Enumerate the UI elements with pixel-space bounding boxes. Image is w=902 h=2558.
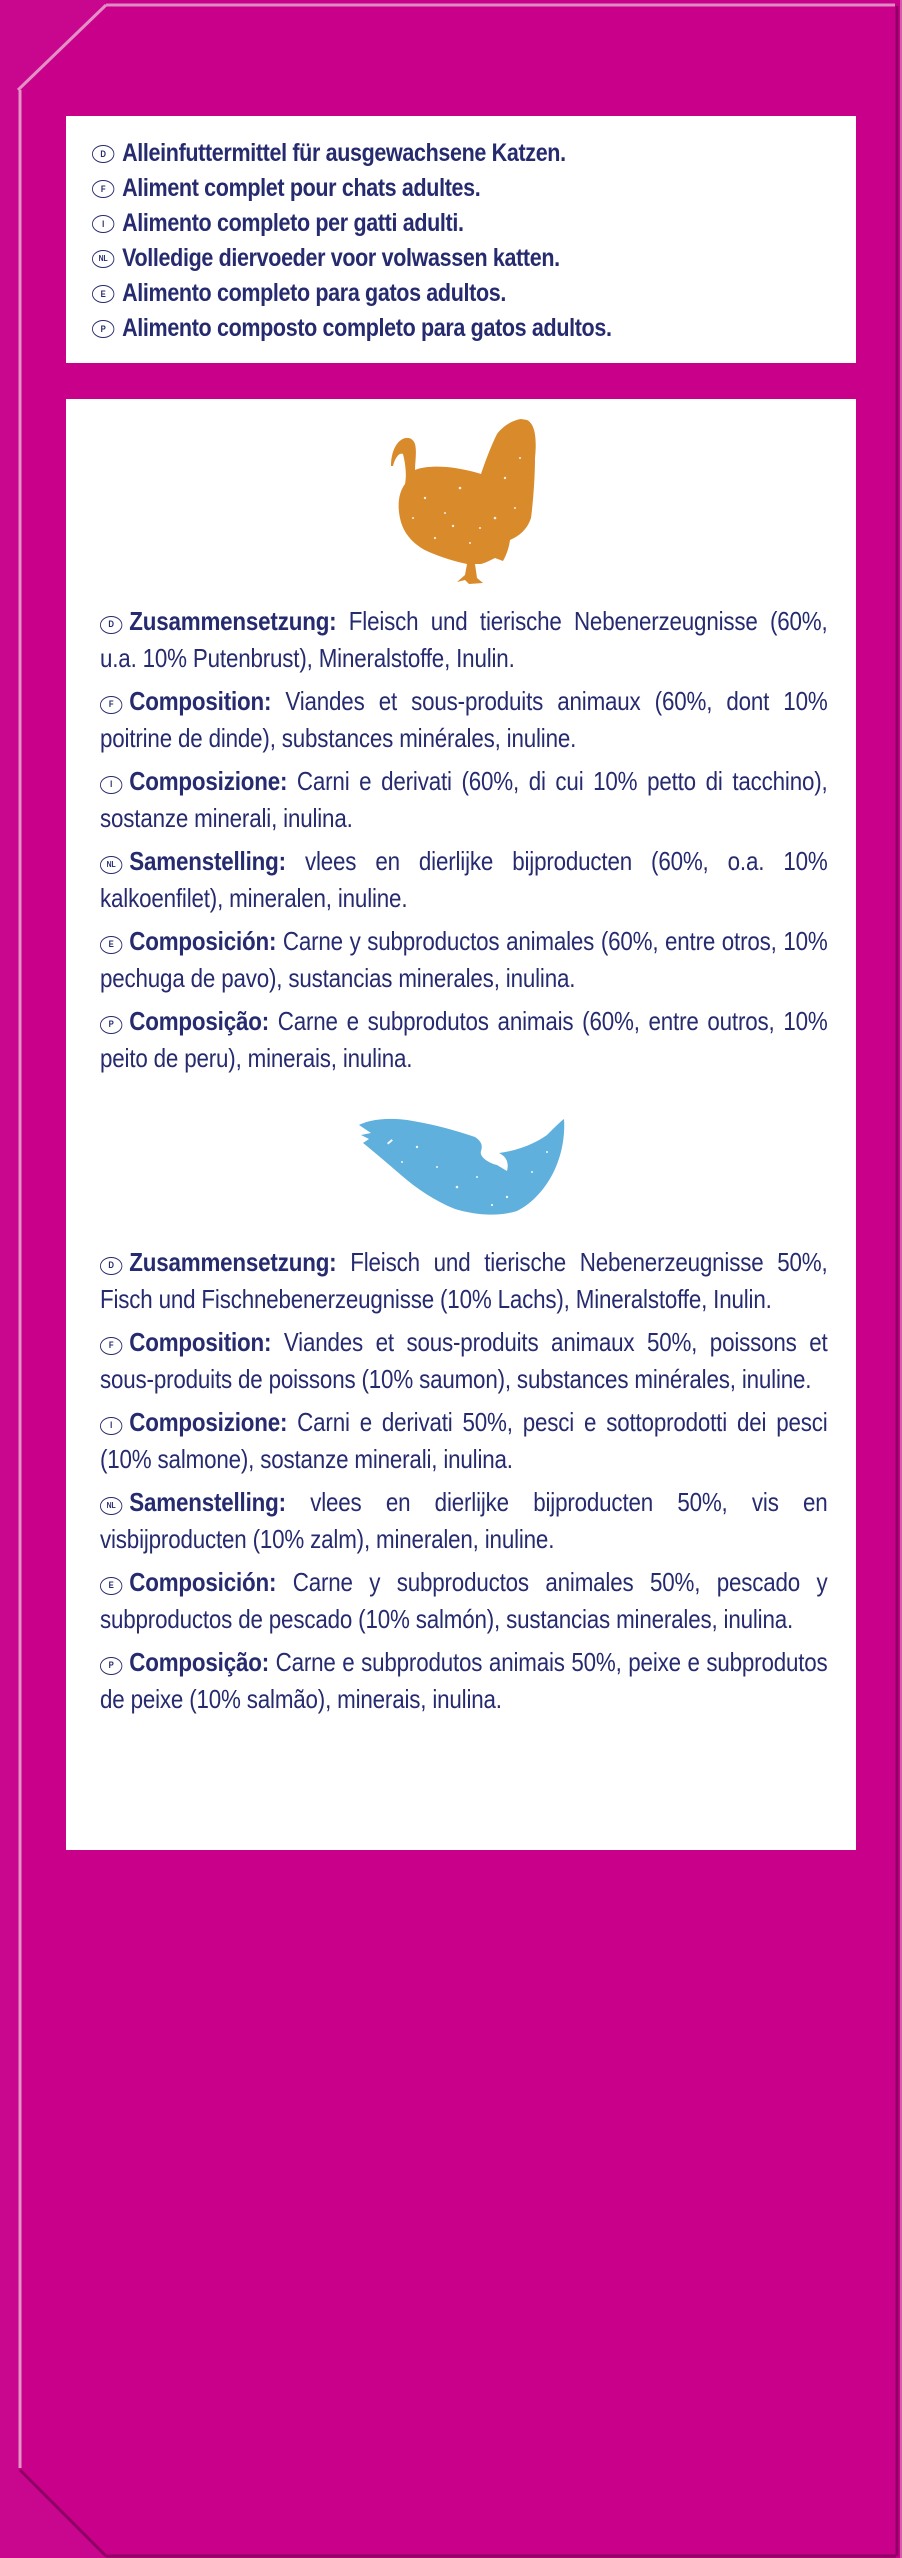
claim-box [66,116,856,363]
language-badge-icon: P [92,320,114,338]
composition-text: vlees en dierlijke bijproducten (60%, o.a. 10% kalkoenfilet), mineralen, inuline. [100,846,828,913]
composition-label: Zusammensetzung: [129,1247,337,1277]
composition-label: Composition: [129,686,272,716]
claim-line-es [92,276,612,311]
composition-fr [100,1324,828,1398]
composition-text: Carni e derivati (60%, di cui 10% petto di tacchino), sostanze minerali, inulina. [100,766,828,833]
composition-label: Composição: [129,1647,269,1677]
language-badge-icon: F [100,1337,122,1355]
composition-text: vlees en dierlijke bijproducten 50%, vis en visbijproducten (10% zalm), mineralen, inuline. [100,1487,828,1554]
composition-nl [100,843,828,917]
composition-label: Zusammensetzung: [129,606,337,636]
language-badge-icon: E [100,1577,122,1595]
composition-text: Carne e subprodutos animais 50%, peixe e subprodutos de peixe (10% salmão), minerais, inulina. [100,1647,828,1714]
claim-line-de [92,136,612,171]
composition-de [100,1244,828,1318]
language-badge-icon: D [100,616,122,634]
language-badge-icon: E [92,285,114,303]
language-badge-icon: F [92,180,114,198]
claim-line-fr [92,171,612,206]
composition-es [100,1564,828,1638]
composition-text: Viandes et sous-produits animaux 50%, poissons et sous-produits de poissons (10% saumon), substances minérales, inuline. [100,1327,828,1394]
claims-list [92,136,696,346]
turkey-icon [385,418,537,585]
composition-pt [100,1003,828,1077]
fish-icon [357,1117,565,1217]
claim-text: Alimento completo per gatti adulti. [122,209,464,237]
language-badge-icon: E [100,936,122,954]
composition-label: Composição: [129,1006,269,1036]
composition-nl [100,1484,828,1558]
claim-line-nl [92,241,612,276]
composition-es [100,923,828,997]
language-badge-icon: I [92,215,114,233]
composition-label: Composizione: [129,766,288,796]
composition-text: Carne y subproductos animales (60%, entre otros, 10% pechuga de pavo), sustancias minerales, inulina. [100,926,828,993]
composition-it [100,1404,828,1478]
composition-text: Carne y subproductos animales 50%, pescado y subproductos de pescado (10% salmón), sustancias minerales, inulina. [100,1567,828,1634]
composition-text: Fleisch und tierische Nebenerzeugnisse (60%, u.a. 10% Putenbrust), Mineralstoffe, Inulin. [100,606,828,673]
language-badge-icon: I [100,1417,122,1435]
composition-label: Composición: [129,1567,277,1597]
composition-text: Fleisch und tierische Nebenerzeugnisse 50%, Fisch und Fischnebenerzeugnisse (10% Lachs), Mineralstoffe, Inulin. [100,1247,828,1314]
composition-label: Samenstelling: [129,1487,286,1517]
language-badge-icon: F [100,696,122,714]
claim-text: Alimento composto completo para gatos adultos. [122,314,612,342]
claim-line-pt [92,311,612,346]
claim-line-it [92,206,612,241]
language-badge-icon: D [100,1257,122,1275]
language-badge-icon: P [100,1016,122,1034]
composition-fr [100,683,828,757]
composition-text: Carne e subprodutos animais (60%, entre outros, 10% peito de peru), minerais, inulina. [100,1006,828,1073]
composition-label: Composition: [129,1327,272,1357]
composition-box [66,399,856,1850]
composition-label: Samenstelling: [129,846,286,876]
composition-label: Composición: [129,926,277,956]
language-badge-icon: D [92,145,114,163]
fish-composition-section [100,1244,828,1724]
language-badge-icon: NL [92,250,114,268]
language-badge-icon: NL [100,1497,122,1515]
composition-it [100,763,828,837]
turkey-composition-section [100,603,828,1083]
composition-text: Carni e derivati 50%, pesci e sottoprodotti dei pesci (10% salmone), sostanze minerali, inulina. [100,1407,828,1474]
language-badge-icon: I [100,776,122,794]
composition-text: Viandes et sous-produits animaux (60%, dont 10% poitrine de dinde), substances minérales, inuline. [100,686,828,753]
claim-text: Volledige diervoeder voor volwassen katten. [122,244,560,272]
language-badge-icon: P [100,1657,122,1675]
composition-de [100,603,828,677]
composition-pt [100,1644,828,1718]
claim-text: Aliment complet pour chats adultes. [122,174,481,202]
claim-text: Alimento completo para gatos adultos. [122,279,506,307]
language-badge-icon: NL [100,856,122,874]
composition-label: Composizione: [129,1407,288,1437]
claim-text: Alleinfuttermittel für ausgewachsene Katzen. [122,139,566,167]
